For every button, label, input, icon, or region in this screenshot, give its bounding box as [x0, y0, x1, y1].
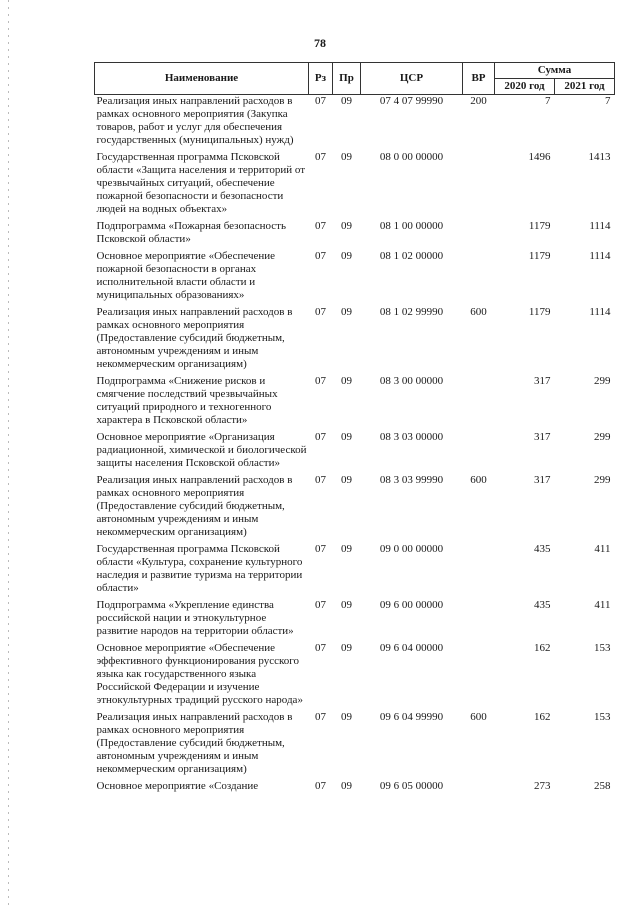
- row-sum-2021: 153: [594, 642, 611, 654]
- row-rz: 07: [315, 95, 326, 107]
- row-vr: [463, 375, 495, 431]
- row-pr: 09: [341, 95, 352, 107]
- row-name: Реализация иных направлений расходов в рамках основного мероприятия (Предоставление субсидий бюджетным, автономным учреждениям и иным некоммерческим организациям): [96, 474, 293, 538]
- row-vr: [463, 642, 495, 711]
- row-pr: 09: [341, 306, 352, 318]
- header-rz: Рз: [309, 63, 333, 95]
- row-name: Реализация иных направлений расходов в рамках основного мероприятия (Предоставление субсидий бюджетным, автономным учреждениям и иным некоммерческим организациям): [96, 711, 293, 775]
- row-rz: 07: [315, 250, 326, 262]
- row-csr: 08 3 03 99990: [379, 474, 444, 486]
- row-sum-2020: 317: [534, 431, 551, 443]
- row-pr: 09: [341, 599, 352, 611]
- row-sum-2020: 162: [534, 642, 551, 654]
- row-pr: 09: [341, 220, 352, 232]
- table-row: [95, 642, 615, 711]
- row-sum-2020: 1496: [528, 151, 551, 163]
- page-number: 78: [314, 36, 326, 50]
- row-name: Основное мероприятие «Организация радиационной, химической и биологической защиты населения Псковской области»: [96, 431, 307, 469]
- row-sum-2020: 1179: [528, 250, 551, 262]
- row-sum-2021: 258: [594, 780, 611, 792]
- row-vr: [463, 599, 495, 642]
- row-pr: 09: [341, 642, 352, 654]
- row-pr: 09: [341, 474, 352, 486]
- row-sum-2021: 7: [605, 95, 611, 107]
- row-rz: 07: [315, 711, 326, 723]
- row-sum-2020: 1179: [528, 306, 551, 318]
- table-row: [95, 599, 615, 642]
- header-vr: ВР: [463, 63, 495, 95]
- row-vr: 600: [470, 474, 487, 486]
- row-csr: 09 6 04 99990: [379, 711, 444, 723]
- row-sum-2020: 317: [534, 375, 551, 387]
- row-sum-2021: 1114: [589, 220, 611, 232]
- table-row: [95, 95, 615, 152]
- table-row: [95, 151, 615, 220]
- table-row: [95, 711, 615, 780]
- row-rz: 07: [315, 220, 326, 232]
- row-sum-2020: 435: [534, 543, 551, 555]
- row-sum-2021: 1114: [589, 306, 611, 318]
- table-row: [95, 780, 615, 797]
- row-csr: 09 0 00 00000: [379, 543, 444, 555]
- row-sum-2021: 1413: [588, 151, 611, 163]
- header-year-2020: 2020 год: [495, 79, 555, 95]
- row-name: Государственная программа Псковской области «Защита населения и территорий от чрезвычайных ситуаций, обеспечение пожарной безопасности и безопасности людей на водных объектах»: [96, 151, 306, 215]
- row-csr: 08 1 02 00000: [379, 250, 444, 262]
- row-vr: [463, 151, 495, 220]
- row-name: Основное мероприятие «Обеспечение эффективного функционирования русского языка как государственного языка Российской Федерации и изучение этнокультурных традиций русского народа»: [96, 642, 303, 706]
- row-sum-2021: 299: [594, 375, 611, 387]
- row-vr: [463, 220, 495, 250]
- header-name: Наименование: [95, 63, 309, 95]
- table-row: [95, 543, 615, 599]
- row-name: Подпрограмма «Укрепление единства российской нации и этнокультурное развитие народов на территории области»: [96, 599, 294, 637]
- row-rz: 07: [315, 375, 326, 387]
- row-csr: 08 1 00 00000: [379, 220, 444, 232]
- row-csr: 07 4 07 99990: [379, 95, 444, 107]
- row-rz: 07: [315, 306, 326, 318]
- row-sum-2020: 7: [545, 95, 551, 107]
- row-vr: [463, 431, 495, 474]
- row-pr: 09: [341, 780, 352, 792]
- header-sum: Сумма: [495, 63, 615, 79]
- table-row: [95, 431, 615, 474]
- row-csr: 09 6 05 00000: [379, 780, 444, 792]
- row-vr: [463, 250, 495, 306]
- row-vr: [463, 543, 495, 599]
- row-vr: [463, 780, 495, 797]
- row-rz: 07: [315, 780, 326, 792]
- row-csr: 08 1 02 99990: [379, 306, 444, 318]
- row-pr: 09: [341, 151, 352, 163]
- header-pr: Пр: [333, 63, 361, 95]
- row-csr: 08 3 00 00000: [379, 375, 444, 387]
- row-sum-2021: 411: [594, 543, 611, 555]
- table-row: [95, 250, 615, 306]
- row-sum-2021: 299: [594, 431, 611, 443]
- budget-table: [94, 62, 615, 797]
- scan-margin-mark: [8, 0, 9, 905]
- row-rz: 07: [315, 474, 326, 486]
- table-row: [95, 220, 615, 250]
- row-name: Подпрограмма «Снижение рисков и смягчение последствий чрезвычайных ситуаций природного и техногенного характера в Псковской области»: [96, 375, 278, 426]
- row-sum-2020: 162: [534, 711, 551, 723]
- row-csr: 09 6 00 00000: [379, 599, 444, 611]
- row-sum-2021: 299: [594, 474, 611, 486]
- row-name: Государственная программа Псковской области «Культура, сохранение культурного наследия и развитие туризма на территории области»: [96, 543, 303, 594]
- row-name: Основное мероприятие «Обеспечение пожарной безопасности в органах исполнительной власти области и муниципальных образованиях»: [96, 250, 276, 301]
- row-vr: 600: [470, 306, 487, 318]
- row-pr: 09: [341, 250, 352, 262]
- row-sum-2020: 435: [534, 599, 551, 611]
- row-csr: 09 6 04 00000: [379, 642, 444, 654]
- table-row: [95, 375, 615, 431]
- row-vr: 200: [470, 95, 487, 107]
- row-rz: 07: [315, 431, 326, 443]
- row-pr: 09: [341, 711, 352, 723]
- row-sum-2021: 153: [594, 711, 611, 723]
- row-name: Реализация иных направлений расходов в рамках основного мероприятия (Предоставление субсидий бюджетным, автономным учреждениям и иным некоммерческим организациям): [96, 306, 293, 370]
- row-csr: 08 3 03 00000: [379, 431, 444, 443]
- row-pr: 09: [341, 431, 352, 443]
- table-row: [95, 474, 615, 543]
- table-header: [95, 63, 615, 95]
- row-rz: 07: [315, 543, 326, 555]
- row-name: Реализация иных направлений расходов в рамках основного мероприятия (Закупка товаров, работ и услуг для обеспечения государственных (муниципальных) нужд): [96, 95, 294, 146]
- row-pr: 09: [341, 543, 352, 555]
- header-year-2021: 2021 год: [555, 79, 615, 95]
- row-rz: 07: [315, 151, 326, 163]
- row-sum-2021: 411: [594, 599, 611, 611]
- table-row: [95, 306, 615, 375]
- table-body: [95, 95, 615, 798]
- row-sum-2020: 1179: [528, 220, 551, 232]
- row-pr: 09: [341, 375, 352, 387]
- row-sum-2020: 317: [534, 474, 551, 486]
- row-name: Основное мероприятие «Создание: [96, 780, 259, 792]
- row-sum-2021: 1114: [589, 250, 611, 262]
- row-name: Подпрограмма «Пожарная безопасность Псковской области»: [96, 220, 286, 245]
- row-csr: 08 0 00 00000: [379, 151, 444, 163]
- header-csr: ЦСР: [361, 63, 463, 95]
- row-rz: 07: [315, 599, 326, 611]
- row-sum-2020: 273: [534, 780, 551, 792]
- row-vr: 600: [470, 711, 487, 723]
- row-rz: 07: [315, 642, 326, 654]
